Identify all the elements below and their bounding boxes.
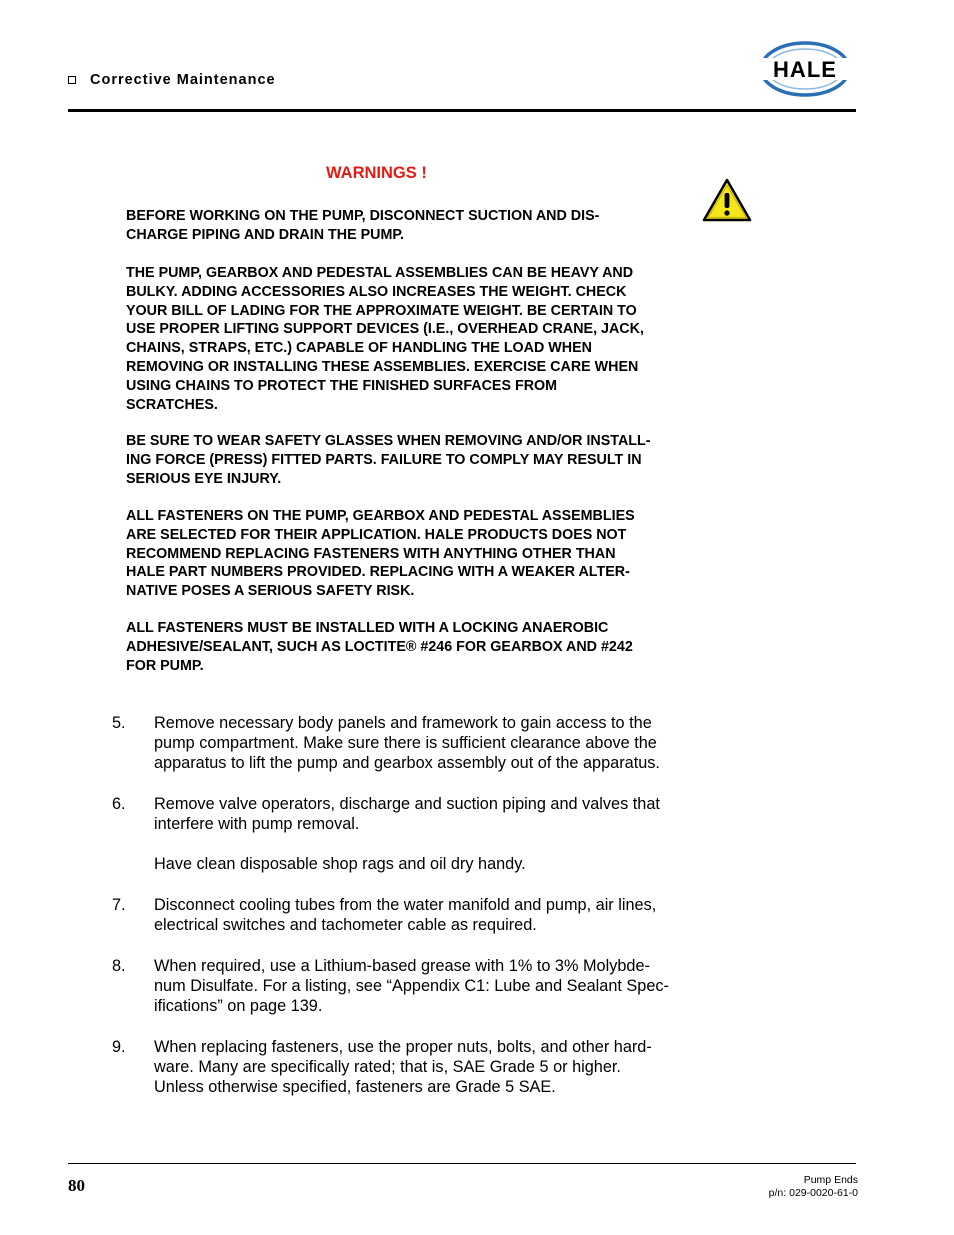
page-number: 80 <box>68 1176 85 1195</box>
section-header <box>68 72 276 88</box>
step-text: When required, use a Lithium-based grease with 1% to 3% Molybde- num Disulfate. For a listing, see “Appendix C1: Lube and Sealant Spec- ifications” on page 139. <box>154 957 669 1016</box>
warning-paragraph: BEFORE WORKING ON THE PUMP, DISCONNECT SUCTION AND DIS- CHARGE PIPING AND DRAIN THE PUMP. <box>126 208 600 243</box>
footer-doc-info <box>769 1174 858 1200</box>
footer-doc-title: Pump Ends <box>803 1174 858 1186</box>
step-number: 5. <box>112 714 126 732</box>
step-text: Remove necessary body panels and framework to gain access to the pump compartment. Make sure there is sufficient clearance above the apparatus to lift the pump and gearbox assembly out of the apparatus. <box>154 714 660 773</box>
warning-paragraph: BE SURE TO WEAR SAFETY GLASSES WHEN REMOVING AND/OR INSTALL- ING FORCE (PRESS) FITTED PARTS. FAILURE TO COMPLY MAY RESULT IN SERIOUS EYE INJURY. <box>126 433 651 487</box>
step-text: When replacing fasteners, use the proper nuts, bolts, and other hard- ware. Many are specifically rated; that is, SAE Grade 5 or higher. Unless otherwise specified, fasteners are Grade 5 SAE. <box>154 1038 652 1097</box>
hale-logo <box>756 38 854 100</box>
step-text: Disconnect cooling tubes from the water manifold and pump, air lines, electrical switches and tachometer cable as required. <box>154 896 657 935</box>
warning-paragraph: THE PUMP, GEARBOX AND PEDESTAL ASSEMBLIES CAN BE HEAVY AND BULKY. ADDING ACCESSORIES ALSO INCREASES THE WEIGHT. CHECK YOUR BILL OF LADING FOR THE APPROXIMATE WEIGHT. BE CERTAIN TO USE PROPER LIFTING SUPPORT DEVICES (I.E., OVERHEAD CRANE, JACK, CHAINS, STRAPS, ETC.) CAPABLE OF HANDLING THE LOAD WHEN REMOVING OR INSTALLING THESE ASSEMBLIES. EXERCISE CARE WHEN USING CHAINS TO PROTECT THE FINISHED SURFACES FROM SCRATCHES. <box>126 265 644 413</box>
section-title: Corrective Maintenance <box>90 72 276 88</box>
logo-text: HALE <box>773 57 837 82</box>
footer-rule <box>68 1163 856 1164</box>
exclamation-bar <box>725 193 730 208</box>
checkbox-bullet-icon <box>68 76 76 84</box>
step-number: 6. <box>112 795 126 813</box>
warning-paragraph: ALL FASTENERS ON THE PUMP, GEARBOX AND PEDESTAL ASSEMBLIES ARE SELECTED FOR THEIR APPLICATION. HALE PRODUCTS DOES NOT RECOMMEND REPLACING FASTENERS WITH ANYTHING OTHER THAN HALE PART NUMBERS PROVIDED. REPLACING WITH A WEAKER ALTER- NATIVE POSES A SERIOUS SAFETY RISK. <box>126 508 635 600</box>
header-rule <box>68 109 856 112</box>
step-number: 9. <box>112 1038 126 1056</box>
footer-part-number: p/n: 029-0020-61-0 <box>768 1187 858 1199</box>
warning-paragraph: ALL FASTENERS MUST BE INSTALLED WITH A LOCKING ANAEROBIC ADHESIVE/SEALANT, SUCH AS LOCTITE® #246 FOR GEARBOX AND #242 FOR PUMP. <box>126 620 633 674</box>
warning-triangle-icon <box>702 178 752 222</box>
step-text: Remove valve operators, discharge and suction piping and valves that interfere with pump removal. <box>154 795 660 834</box>
step-number: 7. <box>112 896 126 914</box>
step-number: 8. <box>112 957 126 975</box>
warnings-title: WARNINGS ! <box>326 164 427 182</box>
step-text: Have clean disposable shop rags and oil dry handy. <box>154 855 526 873</box>
exclamation-dot <box>724 210 729 215</box>
